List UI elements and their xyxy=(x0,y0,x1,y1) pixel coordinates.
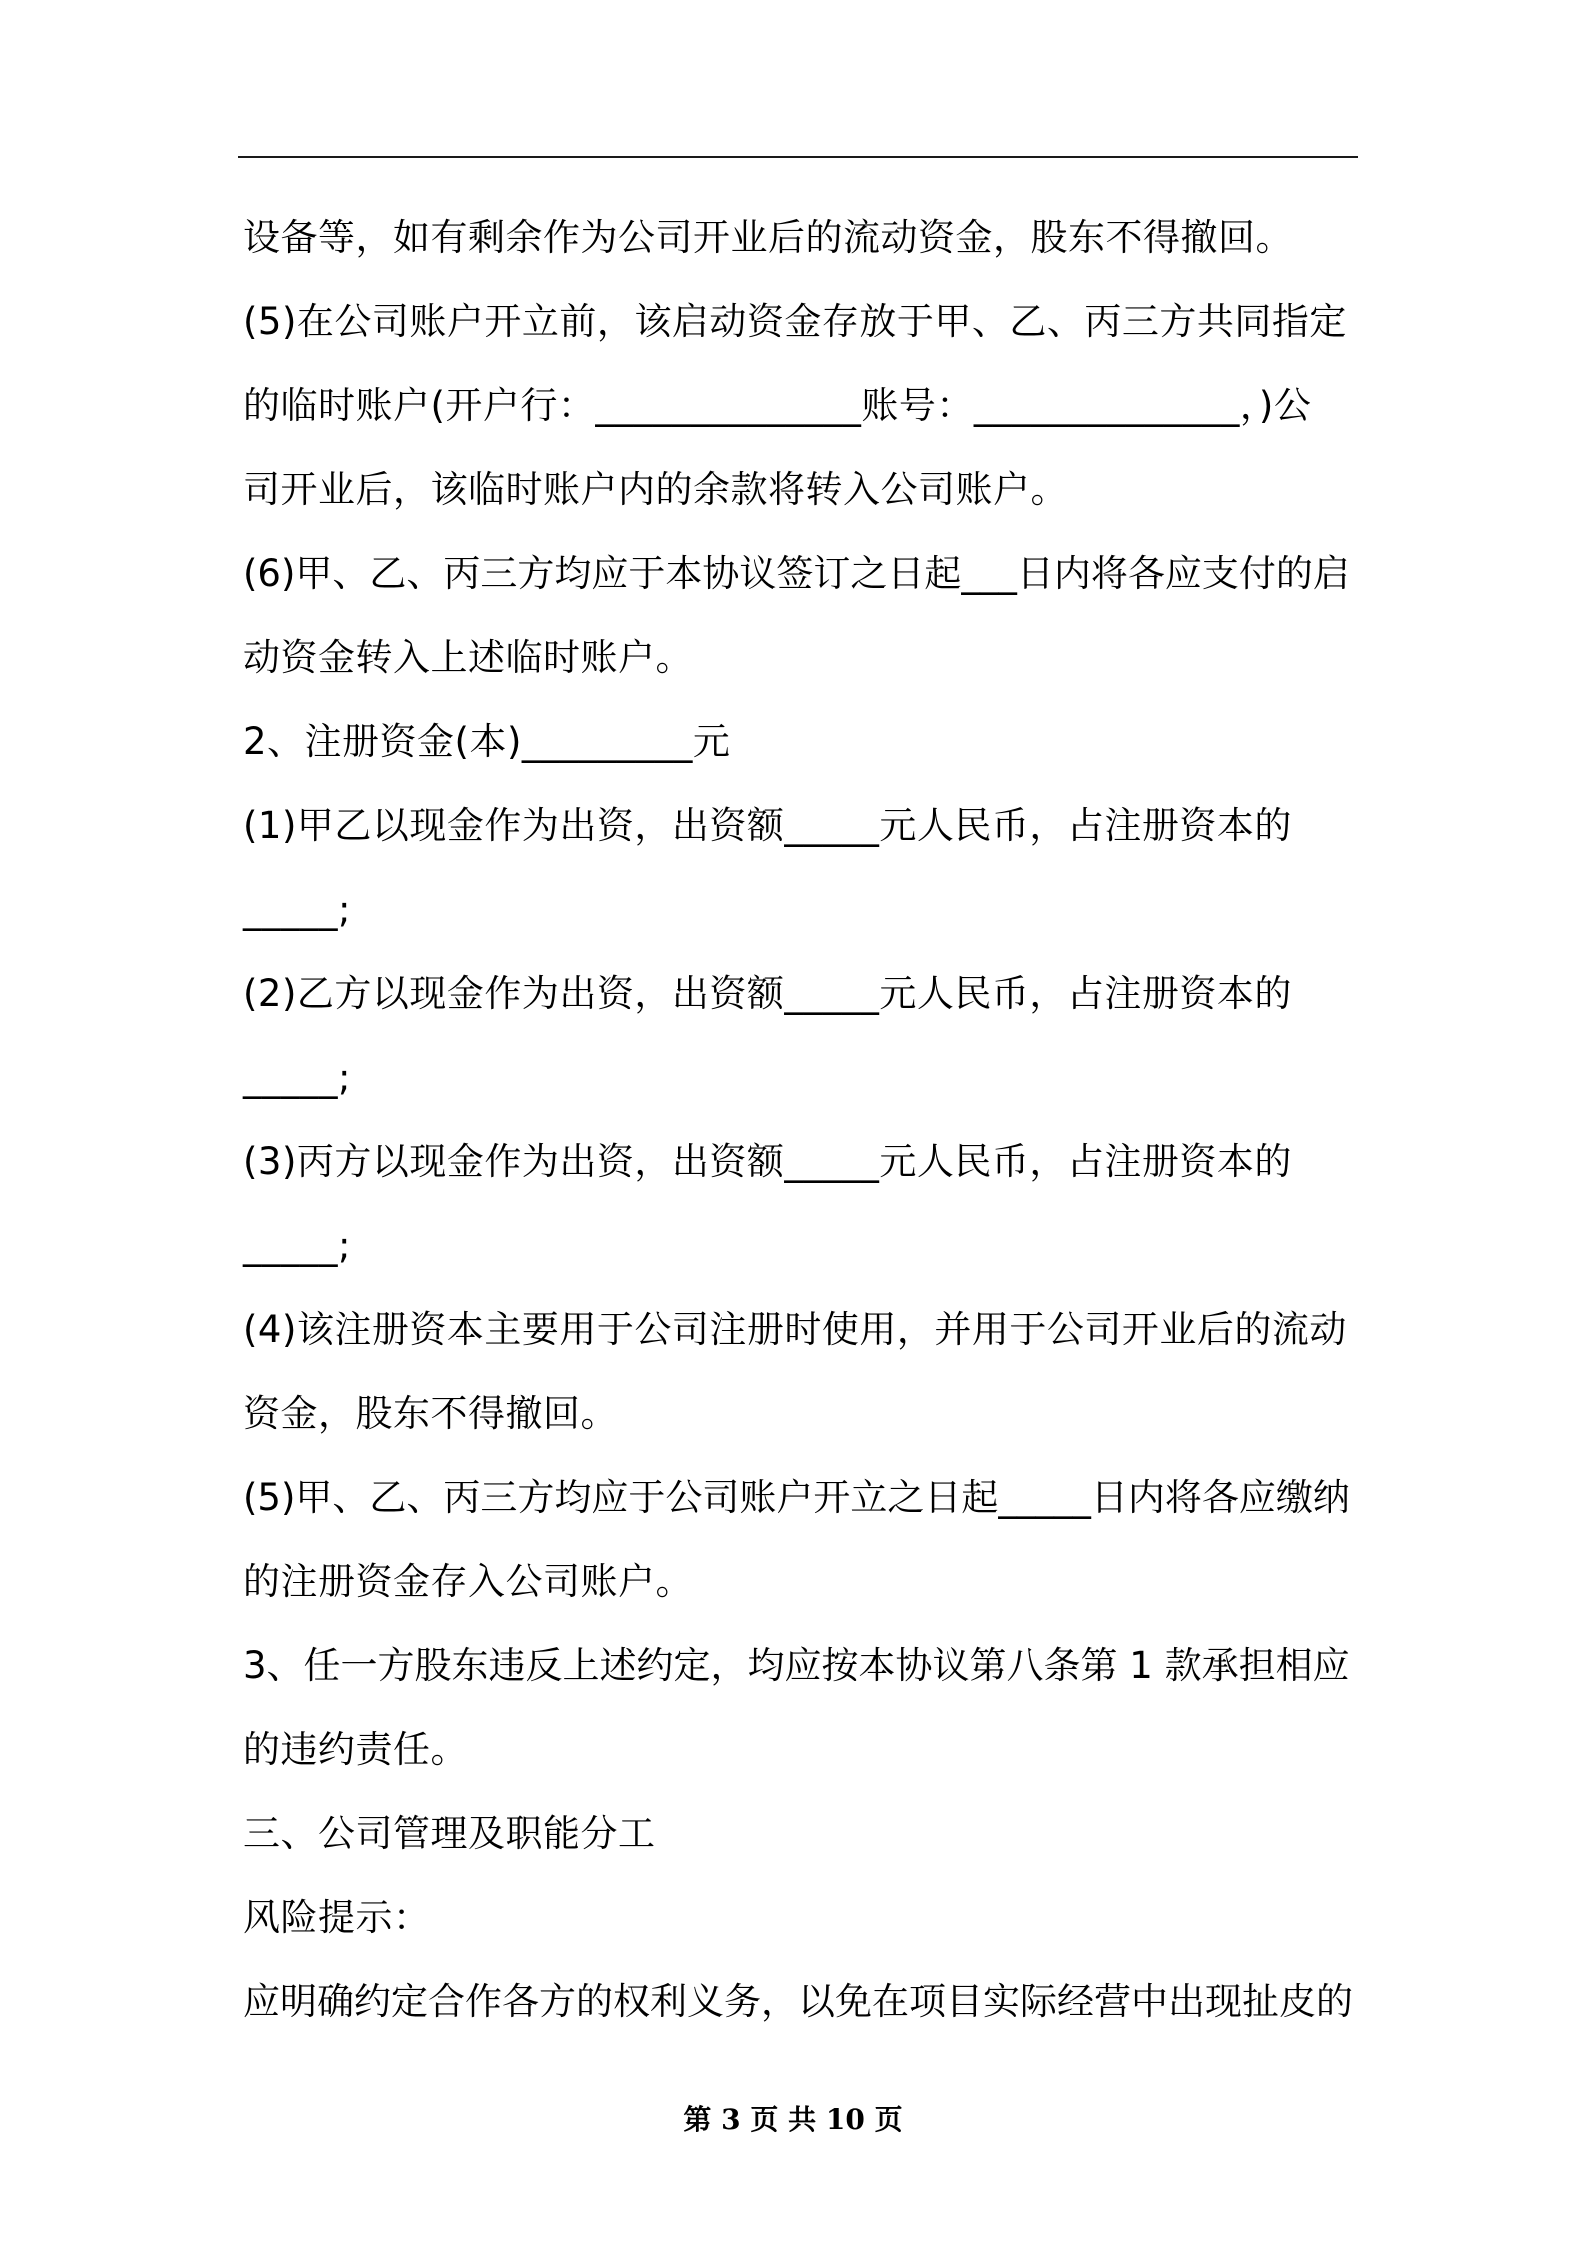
text-line: 应明确约定合作各方的权利义务，以免在项目实际经营中出现扯皮的 xyxy=(243,1980,1353,2023)
text-line: 3、任一方股东违反上述约定，均应按本协议第八条第 1 款承担相应 xyxy=(243,1644,1350,1687)
text-line: (6)甲、乙、丙三方均应于本协议签订之日起___日内将各应支付的启 xyxy=(243,552,1350,595)
text-line: 司开业后，该临时账户内的余款将转入公司账户。 xyxy=(243,468,1068,511)
text-line: (1)甲乙以现金作为出资，出资额_____元人民币，占注册资本的 xyxy=(243,804,1292,847)
text-line: 设备等，如有剩余作为公司开业后的流动资金，股东不得撤回。 xyxy=(243,216,1293,259)
text-line: (5)甲、乙、丙三方均应于公司账户开立之日起_____日内将各应缴纳 xyxy=(243,1476,1350,1519)
text-line: 资金，股东不得撤回。 xyxy=(243,1392,618,1435)
text-line: 的违约责任。 xyxy=(243,1728,468,1771)
text-line: 的注册资金存入公司账户。 xyxy=(243,1560,693,1603)
text-line: (2)乙方以现金作为出资，出资额_____元人民币，占注册资本的 xyxy=(243,972,1292,1015)
text-line: (5)在公司账户开立前，该启动资金存放于甲、乙、丙三方共同指定 xyxy=(243,300,1347,343)
document-body xyxy=(243,196,1356,2044)
page-number: 第 3 页 共 10 页 xyxy=(683,2103,903,2136)
section-heading: 三、公司管理及职能分工 xyxy=(243,1812,656,1855)
text-line: (4)该注册资本主要用于公司注册时使用，并用于公司开业后的流动 xyxy=(243,1308,1347,1351)
text-line: _____; xyxy=(243,888,351,931)
text-line: 风险提示： xyxy=(243,1896,431,1939)
text-line: _____; xyxy=(243,1056,351,1099)
text-line: 2、注册资金(本)_________元 xyxy=(243,720,731,763)
text-line: 动资金转入上述临时账户。 xyxy=(243,636,693,679)
text-line: 的临时账户(开户行：______________账号：______________，)公 xyxy=(243,384,1312,427)
text-line: _____; xyxy=(243,1224,351,1267)
header-rule xyxy=(238,156,1358,158)
text-line: (3)丙方以现金作为出资，出资额_____元人民币，占注册资本的 xyxy=(243,1140,1292,1183)
